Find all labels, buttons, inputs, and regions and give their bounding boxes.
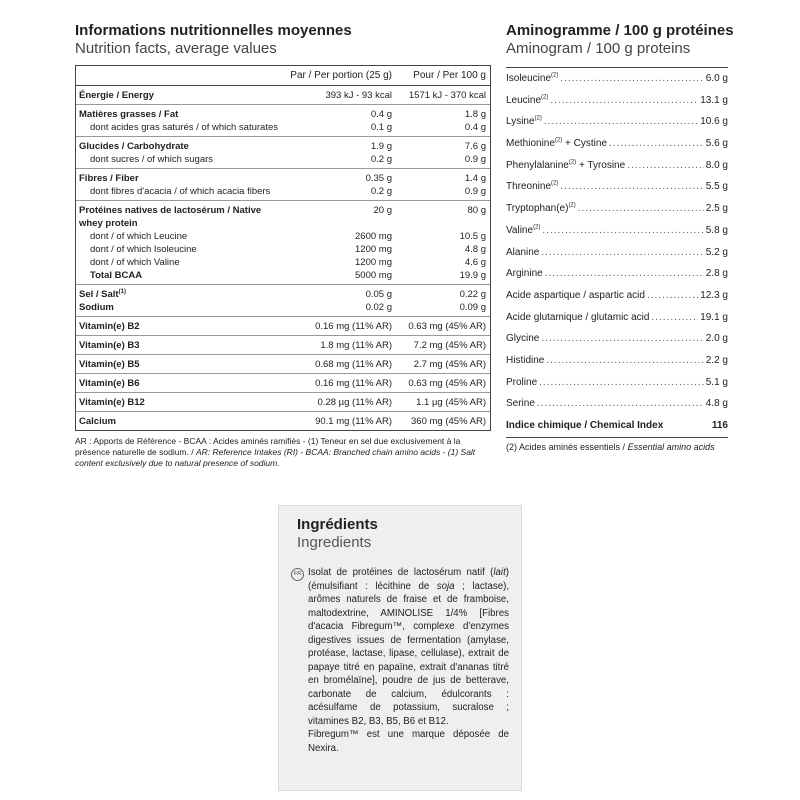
ingredients-title-en: Ingredients xyxy=(297,534,372,551)
footnote-marker: (1) xyxy=(118,288,126,295)
nutrient-label xyxy=(76,396,278,409)
value-per-portion: 0.02 g xyxy=(365,302,392,313)
amino-acid-row xyxy=(506,328,728,350)
amino-acid-value: 116 xyxy=(711,420,728,431)
amino-acid-name-extra: + Tyrosine xyxy=(576,159,626,171)
amino-acid-name xyxy=(506,328,539,350)
nutrient-label xyxy=(76,185,278,198)
nutrient-label-text: Total BCAA xyxy=(90,270,143,281)
amino-acid-row xyxy=(506,415,728,437)
amino-acid-row xyxy=(506,372,728,394)
amino-acid-row xyxy=(506,68,728,90)
value-per-100g: 10.5 g xyxy=(459,231,486,242)
amino-acid-row xyxy=(506,393,728,415)
value-per-100g: 0.22 g xyxy=(459,289,486,300)
amino-acid-name xyxy=(506,285,645,307)
value-per-100g: 7.2 mg (45% AR) xyxy=(413,340,486,351)
amino-acid-name xyxy=(506,242,539,264)
value-per-portion: 20 g xyxy=(373,205,392,216)
essential-marker: (2) xyxy=(554,137,563,144)
dot-leader xyxy=(537,393,704,415)
nutrient-label-text: Énergie / Energy xyxy=(79,90,154,101)
ingredients-part-3: ; lactase), arômes naturels de fraise et de framboise, maltodextrine, AMINOLISE 1/4% [Fibres d'acacia Fibregum™, complexe d'enzymes digestives issues de fermentation (amylase, protéase, lactase, lipase, cellulase), extrait de papaye titré en papaïne, extrait d'ananas titré en bromélaïne], poudre de jus de betterave, carbonate de calcium, édulcorants : acésulfame de potassium, sucralose ; vitamines B2, B3, B5, B6 et B12. xyxy=(308,580,510,727)
nutrition-section xyxy=(76,86,490,105)
value-per-100g: 360 mg (45% AR) xyxy=(411,416,486,427)
amino-acid-name-text: Alanine xyxy=(506,246,540,258)
nutrient-label xyxy=(76,269,278,282)
value-per-100g: 1.1 µg (45% AR) xyxy=(416,397,486,408)
amino-acid-name xyxy=(506,263,543,285)
value-per-portion: 1.9 g xyxy=(370,141,392,152)
aminogram-note-en: Essential amino acids xyxy=(627,441,715,452)
nutrient-label-text: dont sucres / of which sugars xyxy=(90,154,214,165)
aminogram-table xyxy=(506,67,728,438)
nutrient-label-text: dont / of which Isoleucine xyxy=(90,244,197,255)
amino-acid-value: 2.8 g xyxy=(705,268,728,280)
essential-marker: (2) xyxy=(533,224,541,231)
ingredients-text xyxy=(308,566,509,755)
amino-acid-value: 8.0 g xyxy=(705,159,728,171)
value-per-portion: 0.1 g xyxy=(370,122,392,133)
ingredients-part-1: Isolat de protéines de lactosérum natif ( xyxy=(308,567,494,578)
ingredients-box xyxy=(278,505,522,791)
nutrient-label-text: Calcium xyxy=(79,416,116,427)
amino-acid-value: 10.6 g xyxy=(700,116,728,128)
nutrition-section xyxy=(76,137,490,169)
nutrition-row xyxy=(76,204,490,230)
ingredients-title-fr: Ingrédients xyxy=(297,516,378,533)
nutrient-label xyxy=(76,301,278,314)
nutrition-row xyxy=(76,415,490,428)
nutrition-table xyxy=(75,65,491,431)
amino-acid-name xyxy=(506,372,537,394)
amino-acid-name xyxy=(506,133,607,155)
trademark-note: Fibregum™ est une marque déposée de Nexira. xyxy=(308,729,509,754)
nutrition-table-body xyxy=(76,86,490,430)
nutrient-label-text: Vitamin(e) B12 xyxy=(79,397,145,408)
nutrient-label xyxy=(76,140,278,153)
amino-acid-name-text: Proline xyxy=(506,376,538,388)
value-per-portion: 0.68 mg (11% AR) xyxy=(315,359,392,370)
nutrient-label-text: Vitamin(e) B3 xyxy=(79,340,140,351)
amino-acid-name xyxy=(506,176,558,198)
nutrition-row xyxy=(76,172,490,185)
amino-acid-name-text: Leucine xyxy=(506,94,542,106)
amino-acid-value: 6.0 g xyxy=(705,73,728,84)
nutrition-facts-panel xyxy=(75,22,491,469)
amino-acid-name xyxy=(506,307,649,329)
nutrition-section xyxy=(76,393,490,412)
value-per-portion: 0.05 g xyxy=(365,289,392,300)
amino-acid-row xyxy=(506,198,728,220)
aminogram-note-fr: (2) Acides aminés essentiels / xyxy=(506,441,628,452)
allergen-soja: soja xyxy=(436,580,455,592)
value-per-portion: 0.16 mg (11% AR) xyxy=(315,321,392,332)
footnote-en: AR: Reference Intakes (RI) - BCAA: Branched chain amino acids - (1) Salt content exclusively due to natural presence of sodium. xyxy=(75,447,476,468)
dot-leader xyxy=(560,176,703,198)
value-per-portion: 0.4 g xyxy=(370,109,392,120)
nutrition-row xyxy=(76,301,490,314)
nutrient-label-text: Sodium xyxy=(79,302,114,313)
amino-acid-value: 5.2 g xyxy=(705,246,728,258)
amino-acid-row xyxy=(506,263,728,285)
nutrient-label-text: Sel / Salt xyxy=(79,289,119,300)
footnote-fr: AR : Apports de Référence - BCAA : Acides aminés ramifiés - (1) Teneur en sel due exclusivement à la présence naturelle de sodium. / xyxy=(75,436,461,457)
amino-acid-name-text: Histidine xyxy=(506,354,545,366)
allergen-lait: lait xyxy=(493,567,506,578)
amino-acid-name-extra: + Cystine xyxy=(562,138,608,150)
amino-acid-name-text: Acide aspartique / aspartic acid xyxy=(506,289,645,301)
amino-acid-row xyxy=(506,242,728,264)
value-per-100g: 0.4 g xyxy=(464,122,486,133)
amino-acid-name-text: Lysine xyxy=(506,116,535,128)
value-per-100g: 0.63 mg (45% AR) xyxy=(408,321,486,332)
amino-acid-value: 13.1 g xyxy=(700,94,728,106)
amino-acid-name-text: Indice chimique / Chemical Index xyxy=(506,420,664,431)
nutrition-row xyxy=(76,108,490,121)
nutrition-row xyxy=(76,89,490,102)
amino-acid-row xyxy=(506,111,728,133)
amino-acid-name-text: Phenylalanine xyxy=(506,159,569,171)
column-header-portion: Par / Per portion (25 g) xyxy=(290,70,392,81)
nutrition-section xyxy=(76,105,490,137)
amino-acid-name-text: Glycine xyxy=(506,333,540,345)
nutrient-label-text: Protéines natives de lactosérum / Native whey protein xyxy=(79,205,262,229)
dot-leader xyxy=(541,328,703,350)
nutrition-row xyxy=(76,185,490,198)
nutrition-section xyxy=(76,355,490,374)
nutrition-row xyxy=(76,269,490,282)
amino-acid-name-text: Methionine xyxy=(506,138,555,150)
value-per-portion: 5000 mg xyxy=(355,270,392,281)
dot-leader xyxy=(545,263,704,285)
aminogram-title-fr: Aminogramme / 100 g protéines xyxy=(506,22,734,39)
nutrition-row xyxy=(76,320,490,333)
amino-acid-name xyxy=(506,415,663,437)
nutrition-section xyxy=(76,374,490,393)
nutrition-row xyxy=(76,153,490,166)
value-per-100g: 2.7 mg (45% AR) xyxy=(413,359,486,370)
amino-acid-row xyxy=(506,285,728,307)
amino-acid-name xyxy=(506,220,540,242)
nutrition-row xyxy=(76,121,490,134)
dot-leader xyxy=(542,220,703,242)
nutrition-row xyxy=(76,396,490,409)
nutrition-title-fr: Informations nutritionnelles moyennes xyxy=(75,22,352,39)
value-per-portion: 0.2 g xyxy=(370,186,392,197)
value-per-100g: 4.6 g xyxy=(464,257,486,268)
dot-leader xyxy=(544,111,698,133)
amino-acid-value: 12.3 g xyxy=(700,289,728,301)
nutrient-label-text: Vitamin(e) B6 xyxy=(79,378,140,389)
amino-acid-row xyxy=(506,90,728,112)
value-per-portion: 0.35 g xyxy=(365,173,392,184)
value-per-portion: 1.8 mg (11% AR) xyxy=(320,340,392,351)
nutrient-label xyxy=(76,377,278,390)
nutrient-label xyxy=(76,256,278,269)
dot-leader xyxy=(609,133,704,155)
dot-leader xyxy=(541,242,703,264)
amino-acid-name-text: Valine xyxy=(506,224,534,236)
dot-leader xyxy=(627,155,704,177)
essential-marker: (2) xyxy=(551,72,559,79)
essential-marker: (2) xyxy=(568,159,577,166)
value-per-portion: 0.28 µg (11% AR) xyxy=(317,397,392,408)
nutrition-row xyxy=(76,358,490,371)
nutrition-section xyxy=(76,412,490,430)
nutrient-label-text: dont / of which Valine xyxy=(90,257,180,268)
nutrition-row xyxy=(76,377,490,390)
essential-marker: (2) xyxy=(551,181,559,188)
nutrient-label-text: Glucides / Carbohydrate xyxy=(79,141,189,152)
amino-acid-value: 5.6 g xyxy=(705,138,728,150)
dot-leader xyxy=(578,198,704,220)
amino-acid-row xyxy=(506,133,728,155)
nutrient-label xyxy=(76,339,278,352)
ingredients-body xyxy=(291,566,509,755)
nutrition-row xyxy=(76,230,490,243)
aminogram-panel xyxy=(506,22,734,452)
value-per-100g: 4.8 g xyxy=(464,244,486,255)
nutrition-footnote xyxy=(75,436,495,469)
essential-marker: (2) xyxy=(568,202,576,209)
nutrition-section xyxy=(76,336,490,355)
amino-acid-name xyxy=(506,68,558,90)
amino-acid-value: 2.0 g xyxy=(705,333,728,345)
nutrient-label-text: Vitamin(e) B2 xyxy=(79,321,140,332)
value-per-100g: 0.63 mg (45% AR) xyxy=(408,378,486,389)
dot-leader xyxy=(651,307,698,329)
dot-leader xyxy=(560,68,703,90)
value-per-portion: 0.16 mg (11% AR) xyxy=(315,378,392,389)
nutrient-label-text: dont acides gras saturés / of which saturates xyxy=(90,122,278,133)
amino-acid-name-text: Acide glutamique / glutamic acid xyxy=(506,311,650,323)
amino-acid-name xyxy=(506,350,544,372)
amino-acid-row xyxy=(506,155,728,177)
essential-marker: (2) xyxy=(541,94,549,101)
value-per-100g: 19.9 g xyxy=(459,270,486,281)
ingredients-part-2: ) (émulsifiant : lécithine de xyxy=(308,567,509,592)
nutrition-section xyxy=(76,285,490,317)
nutrition-section xyxy=(76,201,490,285)
amino-acid-row xyxy=(506,307,728,329)
nutrition-row xyxy=(76,256,490,269)
nutrient-label xyxy=(76,89,278,102)
nutrient-label xyxy=(76,172,278,185)
nutrition-section xyxy=(76,169,490,201)
value-per-100g: 80 g xyxy=(467,205,486,216)
nutrient-label-text: dont / of which Leucine xyxy=(90,231,188,242)
nutrition-section xyxy=(76,317,490,336)
amino-acid-row xyxy=(506,220,728,242)
value-per-100g: 0.9 g xyxy=(464,154,486,165)
value-per-100g: 1.8 g xyxy=(464,109,486,120)
nutrient-label xyxy=(76,358,278,371)
amino-acid-name-text: Threonine xyxy=(506,181,552,193)
column-header-100g: Pour / Per 100 g xyxy=(413,70,486,81)
nutrient-label xyxy=(76,415,278,428)
nutrition-row xyxy=(76,288,490,301)
nutrition-row xyxy=(76,140,490,153)
value-per-100g: 0.09 g xyxy=(459,302,486,313)
value-per-100g: 1571 kJ - 370 kcal xyxy=(408,90,486,101)
value-per-100g: 1.4 g xyxy=(464,173,486,184)
amino-acid-value: 5.1 g xyxy=(705,376,728,388)
amino-acid-name xyxy=(506,111,542,133)
amino-acid-value: 19.1 g xyxy=(700,311,728,323)
amino-acid-value: 2.2 g xyxy=(705,354,728,366)
aminogram-note xyxy=(506,442,728,452)
dot-leader xyxy=(539,372,704,394)
amino-acid-value: 5.8 g xyxy=(705,224,728,236)
value-per-portion: 2600 mg xyxy=(355,231,392,242)
amino-acid-name xyxy=(506,155,625,177)
nutrient-label-text: Matières grasses / Fat xyxy=(79,109,179,120)
nutrition-title-en: Nutrition facts, average values xyxy=(75,40,277,57)
amino-acid-name xyxy=(506,90,548,112)
aminogram-title-en: Aminogram / 100 g proteins xyxy=(506,40,691,57)
value-per-portion: 1200 mg xyxy=(355,257,392,268)
nutrient-label xyxy=(76,288,278,301)
dot-leader xyxy=(546,350,703,372)
language-fr-badge: FR xyxy=(291,568,304,581)
dot-leader xyxy=(550,90,698,112)
nutrition-row xyxy=(76,243,490,256)
value-per-100g: 7.6 g xyxy=(464,141,486,152)
value-per-portion: 1200 mg xyxy=(355,244,392,255)
nutrient-label xyxy=(76,204,278,230)
nutrient-label-text: Fibres / Fiber xyxy=(79,173,139,184)
nutrient-label xyxy=(76,108,278,121)
value-per-portion: 90.1 mg (11% AR) xyxy=(315,416,392,427)
nutrient-label xyxy=(76,153,278,166)
amino-acid-name xyxy=(506,393,535,415)
amino-acid-row xyxy=(506,176,728,198)
amino-acid-value: 2.5 g xyxy=(705,203,728,215)
amino-acid-name-text: Serine xyxy=(506,398,535,410)
value-per-portion: 393 kJ - 93 kcal xyxy=(325,90,392,101)
nutrient-label xyxy=(76,320,278,333)
amino-acid-row xyxy=(506,350,728,372)
nutrient-label-text: dont fibres d'acacia / of which acacia fibers xyxy=(90,186,271,197)
amino-acid-value: 5.5 g xyxy=(705,181,728,193)
nutrient-label xyxy=(76,121,278,134)
value-per-100g: 0.9 g xyxy=(464,186,486,197)
value-per-portion: 0.2 g xyxy=(370,154,392,165)
essential-marker: (2) xyxy=(534,116,542,123)
nutrient-label-text: Vitamin(e) B5 xyxy=(79,359,140,370)
amino-acid-name-text: Tryptophan(e) xyxy=(506,203,569,215)
nutrient-label xyxy=(76,230,278,243)
dot-leader xyxy=(647,285,698,307)
nutrition-row xyxy=(76,339,490,352)
nutrient-label xyxy=(76,243,278,256)
amino-acid-name-text: Isoleucine xyxy=(506,73,552,84)
amino-acid-name-text: Arginine xyxy=(506,268,543,280)
amino-acid-value: 4.8 g xyxy=(705,398,728,410)
amino-acid-name xyxy=(506,198,576,220)
nutrition-table-header xyxy=(76,66,490,86)
